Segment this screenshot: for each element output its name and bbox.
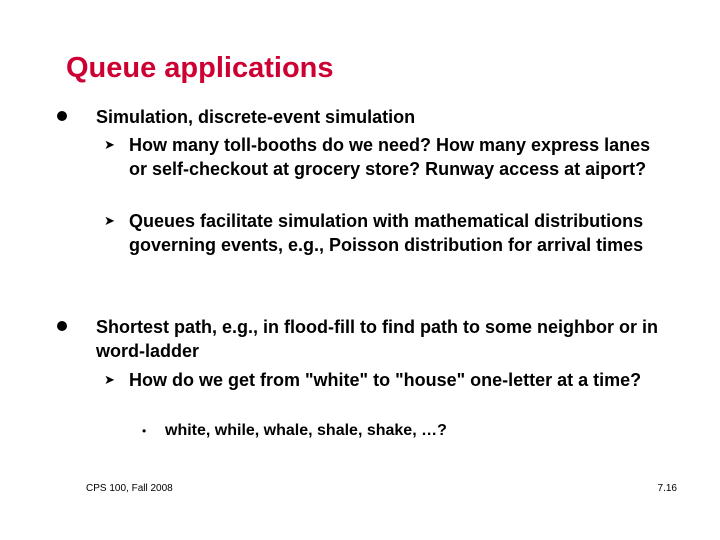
filled-circle-icon: [57, 111, 67, 121]
arrowhead-icon: ➤: [104, 137, 115, 152]
sub-sub-bullet-2-1-1: white, while, whale, shale, shake, …?: [165, 422, 447, 439]
sub-bullet-2-1: How do we get from "white" to "house" one-letter at a time?: [129, 370, 642, 390]
small-dot-icon: •: [142, 424, 147, 438]
footer-course: CPS 100, Fall 2008: [86, 483, 173, 494]
sub-bullet-1-1: How many toll-booths do we need? How many express lanes or self-checkout at grocery store? Runway access at aiport?: [129, 135, 651, 179]
filled-circle-icon: [57, 321, 67, 331]
bullet-item-2: Shortest path, e.g., in flood-fill to find path to some neighbor or in word-ladder: [96, 317, 658, 361]
arrowhead-icon: ➤: [104, 372, 115, 387]
slide-title: Queue applications: [66, 52, 334, 84]
bullet-item-1: Simulation, discrete-event simulation: [96, 107, 416, 127]
arrowhead-icon: ➤: [104, 213, 115, 228]
sub-bullet-1-2: Queues facilitate simulation with mathematical distributions governing events, e.g., Poisson distribution for arrival times: [129, 211, 644, 255]
footer-page-number: 7.16: [657, 483, 677, 494]
